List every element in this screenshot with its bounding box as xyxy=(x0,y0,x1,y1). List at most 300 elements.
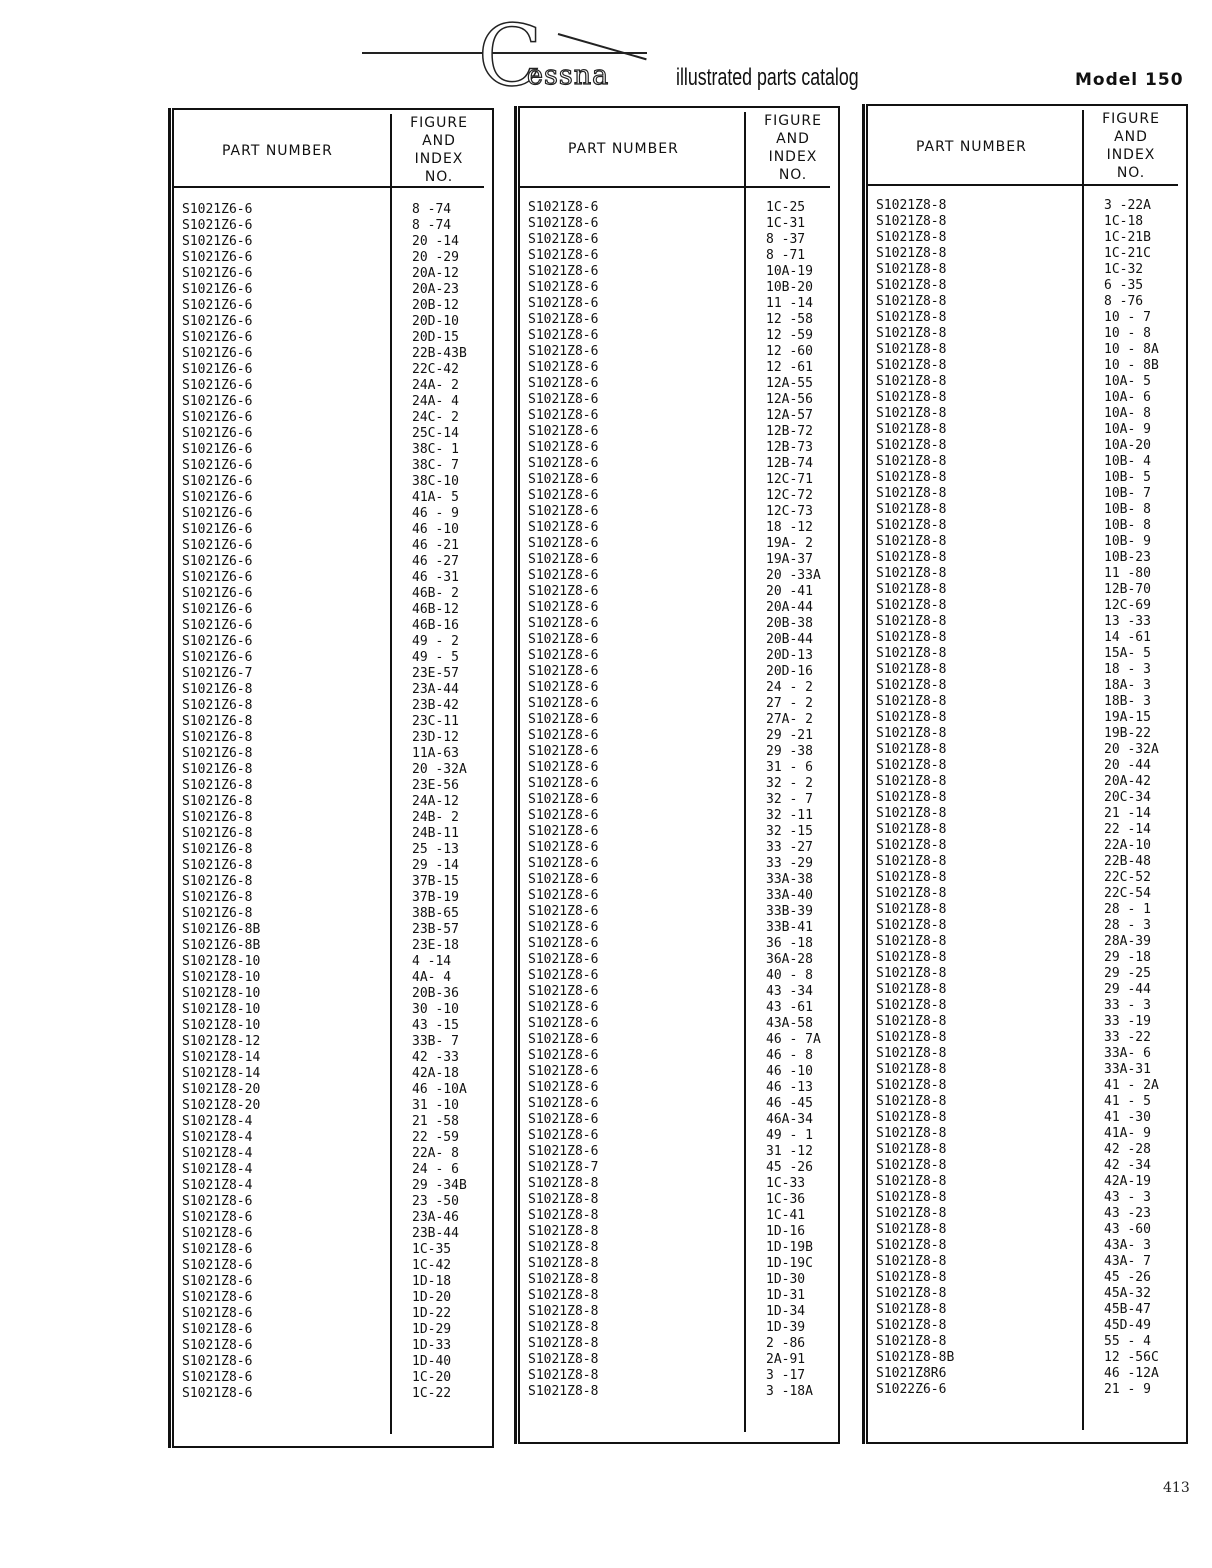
figure-index-cell: 1C-21B xyxy=(1104,230,1151,245)
part-number-cell: S1021Z8-6 xyxy=(528,728,599,743)
figure-index-cell: 20B-36 xyxy=(412,986,459,1001)
table-row xyxy=(876,438,1176,454)
figure-index-cell: 43 -23 xyxy=(1104,1206,1151,1221)
part-number-cell: S1021Z6-6 xyxy=(182,234,253,249)
part-number-cell: S1021Z8-8 xyxy=(876,278,947,293)
table-row xyxy=(528,728,828,744)
table-row xyxy=(876,790,1176,806)
table-row xyxy=(876,662,1176,678)
part-number-cell: S1021Z8-8 xyxy=(876,486,947,501)
figure-index-cell: 22 -59 xyxy=(412,1130,459,1145)
figure-index-cell: 10B- 7 xyxy=(1104,486,1151,501)
figure-index-cell: 32 -15 xyxy=(766,824,813,839)
figure-index-cell: 21 - 9 xyxy=(1104,1382,1151,1397)
figure-index-cell: 1C-33 xyxy=(766,1176,806,1191)
part-number-cell: S1021Z8-6 xyxy=(182,1226,253,1241)
page-header xyxy=(0,0,1212,105)
figure-index-cell: 10B- 8 xyxy=(1104,502,1151,517)
table-row xyxy=(182,346,482,362)
figure-index-cell: 1D-18 xyxy=(412,1274,452,1289)
table-row xyxy=(876,1206,1176,1222)
table-row xyxy=(528,968,828,984)
figure-index-cell: 10A-19 xyxy=(766,264,813,279)
figure-index-cell: 12C-73 xyxy=(766,504,813,519)
figure-index-cell: 24A- 4 xyxy=(412,394,459,409)
figure-index-cell: 46 -10 xyxy=(412,522,459,537)
figure-index-cell: 20D-13 xyxy=(766,648,813,663)
figure-index-cell: 23B-44 xyxy=(412,1226,459,1241)
table-row xyxy=(876,534,1176,550)
part-number-cell: S1021Z8-6 xyxy=(528,872,599,887)
table-row xyxy=(876,582,1176,598)
table-row xyxy=(876,998,1176,1014)
table-row xyxy=(528,1288,828,1304)
figure-index-cell: 20 -32A xyxy=(412,762,467,777)
figure-index-cell: 46 -21 xyxy=(412,538,459,553)
table-row xyxy=(876,1014,1176,1030)
part-number-cell: S1021Z8-8 xyxy=(876,1254,947,1269)
figure-index-cell: 8 -37 xyxy=(766,232,806,247)
part-number-cell: S1021Z8-6 xyxy=(528,776,599,791)
figure-index-cell: 10B- 5 xyxy=(1104,470,1151,485)
figure-index-cell: 1D-33 xyxy=(412,1338,452,1353)
figure-index-cell: 1C-32 xyxy=(1104,262,1144,277)
part-number-cell: S1021Z8-8 xyxy=(876,566,947,581)
figure-index-cell: 20B-38 xyxy=(766,616,813,631)
figure-index-cell: 28 - 3 xyxy=(1104,918,1151,933)
table-row xyxy=(182,570,482,586)
figure-index-cell: 23C-11 xyxy=(412,714,459,729)
part-number-cell: S1021Z8-6 xyxy=(528,408,599,423)
table-row xyxy=(182,394,482,410)
table-row xyxy=(528,1000,828,1016)
table-row xyxy=(876,918,1176,934)
figure-index-cell: 1C-42 xyxy=(412,1258,452,1273)
table-row xyxy=(876,678,1176,694)
figure-index-cell: 45A-32 xyxy=(1104,1286,1151,1301)
table-row xyxy=(182,378,482,394)
logo-initial: C xyxy=(478,7,543,105)
table-row xyxy=(182,1370,482,1386)
figure-index-header xyxy=(746,112,840,184)
figure-index-cell: 45B-47 xyxy=(1104,1302,1151,1317)
table-row xyxy=(528,280,828,296)
part-number-cell: S1021Z6-8 xyxy=(182,858,253,873)
part-number-cell: S1021Z8-6 xyxy=(528,792,599,807)
table-row xyxy=(876,214,1176,230)
table-row xyxy=(182,810,482,826)
figure-index-cell: 43A- 3 xyxy=(1104,1238,1151,1253)
figure-index-cell: 3 -17 xyxy=(766,1368,806,1383)
table-row xyxy=(528,1208,828,1224)
table-row xyxy=(528,1112,828,1128)
figure-index-cell: 12 -58 xyxy=(766,312,813,327)
part-number-cell: S1021Z8-6 xyxy=(528,696,599,711)
table-row xyxy=(182,922,482,938)
part-number-cell: S1021Z8-6 xyxy=(528,440,599,455)
figure-index-cell: 38B-65 xyxy=(412,906,459,921)
part-number-cell: S1021Z8-8 xyxy=(876,934,947,949)
part-number-cell: S1021Z8-6 xyxy=(528,744,599,759)
figure-index-cell: 33A-38 xyxy=(766,872,813,887)
part-number-cell: S1021Z8-6 xyxy=(528,264,599,279)
table-row xyxy=(876,742,1176,758)
figure-index-cell: 22A- 8 xyxy=(412,1146,459,1161)
table-row xyxy=(528,1160,828,1176)
figure-index-cell: 43 -15 xyxy=(412,1018,459,1033)
table-row xyxy=(182,442,482,458)
figure-index-cell: 20 -32A xyxy=(1104,742,1159,757)
figure-index-cell: 41A- 9 xyxy=(1104,1126,1151,1141)
model-label: Model 150 xyxy=(1075,70,1184,90)
page-number: 413 xyxy=(1163,1480,1190,1496)
figure-index-cell: 29 -34B xyxy=(412,1178,467,1193)
table-row xyxy=(528,1080,828,1096)
part-number-cell: S1021Z8-6 xyxy=(528,952,599,967)
table-row xyxy=(182,682,482,698)
part-number-cell: S1021Z8-6 xyxy=(182,1386,253,1401)
table-row xyxy=(182,1146,482,1162)
table-row xyxy=(876,518,1176,534)
part-number-cell: S1021Z6-6 xyxy=(182,378,253,393)
table-row xyxy=(876,854,1176,870)
table-row xyxy=(528,216,828,232)
table-row xyxy=(528,632,828,648)
part-number-cell: S1021Z8-8 xyxy=(876,390,947,405)
part-number-cell: S1021Z8-8 xyxy=(876,758,947,773)
table-row xyxy=(876,294,1176,310)
table-row xyxy=(876,550,1176,566)
figure-index-cell: 1D-19C xyxy=(766,1256,813,1271)
header-rule xyxy=(868,184,1178,186)
figure-index-cell: 20 -29 xyxy=(412,250,459,265)
part-number-cell: S1021Z6-8 xyxy=(182,762,253,777)
part-number-cell: S1021Z6-8 xyxy=(182,730,253,745)
table-row xyxy=(876,1366,1176,1382)
part-number-cell: S1021Z8-6 xyxy=(528,1096,599,1111)
figure-index-cell: 28 - 1 xyxy=(1104,902,1151,917)
figure-index-cell: 22B-43B xyxy=(412,346,467,361)
figure-index-cell: 1C-18 xyxy=(1104,214,1144,229)
table-row xyxy=(528,584,828,600)
figure-index-cell: 22C-52 xyxy=(1104,870,1151,885)
part-number-cell: S1021Z8-8 xyxy=(876,614,947,629)
part-number-cell: S1021Z6-6 xyxy=(182,426,253,441)
figure-index-cell: 29 -21 xyxy=(766,728,813,743)
figure-index-cell: 23A-46 xyxy=(412,1210,459,1225)
part-number-cell: S1021Z6-8 xyxy=(182,810,253,825)
figure-index-cell: 23B-42 xyxy=(412,698,459,713)
figure-index-cell: 33A-31 xyxy=(1104,1062,1151,1077)
figure-index-cell: 33A-40 xyxy=(766,888,813,903)
figure-index-cell: 12B-74 xyxy=(766,456,813,471)
table-row xyxy=(876,358,1176,374)
part-number-cell: S1021Z8-8 xyxy=(876,198,947,213)
table-row xyxy=(182,490,482,506)
table-row xyxy=(182,554,482,570)
table-row xyxy=(182,698,482,714)
figure-index-cell: 1D-22 xyxy=(412,1306,452,1321)
figure-index-cell: 1D-16 xyxy=(766,1224,806,1239)
figure-index-cell: 46 - 7A xyxy=(766,1032,821,1047)
part-number-cell: S1021Z8-6 xyxy=(528,312,599,327)
figure-index-cell: 23B-57 xyxy=(412,922,459,937)
part-number-cell: S1021Z8-6 xyxy=(528,648,599,663)
part-number-cell: S1021Z6-6 xyxy=(182,394,253,409)
part-number-cell: S1021Z8-8 xyxy=(876,1094,947,1109)
figure-index-cell: 19A-37 xyxy=(766,552,813,567)
part-number-cell: S1021Z8-6 xyxy=(528,328,599,343)
figure-index-cell: 20D-16 xyxy=(766,664,813,679)
part-number-cell: S1021Z8-6 xyxy=(528,584,599,599)
part-number-cell: S1021Z6-6 xyxy=(182,330,253,345)
part-number-cell: S1021Z8-10 xyxy=(182,970,261,985)
table-row xyxy=(528,600,828,616)
table-row xyxy=(528,328,828,344)
part-number-cell: S1021Z8-8 xyxy=(876,742,947,757)
part-number-cell: S1021Z6-6 xyxy=(182,458,253,473)
part-number-cell: S1021Z8-8 xyxy=(876,1142,947,1157)
figure-index-cell: 33 -27 xyxy=(766,840,813,855)
figure-index-cell: 24C- 2 xyxy=(412,410,459,425)
table-row xyxy=(876,774,1176,790)
part-number-header: PART NUMBER xyxy=(568,141,679,157)
part-number-cell: S1021Z6-8 xyxy=(182,746,253,761)
figure-index-cell: 41 - 2A xyxy=(1104,1078,1159,1093)
table-row xyxy=(182,858,482,874)
table-row xyxy=(528,1016,828,1032)
table-row xyxy=(876,1126,1176,1142)
figure-index-header xyxy=(392,114,486,186)
part-number-cell: S1021Z8-6 xyxy=(528,840,599,855)
figure-index-cell: 49 - 5 xyxy=(412,650,459,665)
figure-index-cell: 1C-35 xyxy=(412,1242,452,1257)
part-number-cell: S1021Z6-6 xyxy=(182,506,253,521)
table-row xyxy=(182,1178,482,1194)
part-number-cell: S1021Z8-8 xyxy=(876,1238,947,1253)
table-row xyxy=(876,342,1176,358)
table-row xyxy=(876,806,1176,822)
table-row xyxy=(528,1320,828,1336)
figure-index-cell: 20B-44 xyxy=(766,632,813,647)
figure-index-cell: 1D-19B xyxy=(766,1240,813,1255)
figure-index-cell: 42A-18 xyxy=(412,1066,459,1081)
figure-index-cell: 30 -10 xyxy=(412,1002,459,1017)
part-number-cell: S1021Z8-4 xyxy=(182,1162,253,1177)
table-row xyxy=(528,392,828,408)
figure-index-cell: 46 -45 xyxy=(766,1096,813,1111)
figure-index-cell: 12 -56C xyxy=(1104,1350,1159,1365)
figure-index-cell: 12C-71 xyxy=(766,472,813,487)
part-number-cell: S1021Z6-8 xyxy=(182,778,253,793)
part-number-cell: S1021Z8-8 xyxy=(876,374,947,389)
part-number-cell: S1021Z8-8 xyxy=(876,662,947,677)
table-row xyxy=(182,762,482,778)
part-number-cell: S1021Z8-8 xyxy=(528,1320,599,1335)
table-row xyxy=(182,986,482,1002)
table-row xyxy=(528,200,828,216)
figure-index-cell: 33B-39 xyxy=(766,904,813,919)
table-row xyxy=(182,1274,482,1290)
table-row xyxy=(528,936,828,952)
table-row xyxy=(528,264,828,280)
table-row xyxy=(182,282,482,298)
table-row xyxy=(182,1034,482,1050)
figure-index-cell: 20D-10 xyxy=(412,314,459,329)
figure-index-cell: 12A-57 xyxy=(766,408,813,423)
part-number-cell: S1021Z8-8 xyxy=(876,1078,947,1093)
figure-header-line: FIGURE xyxy=(764,113,822,129)
part-number-cell: S1021Z6-6 xyxy=(182,298,253,313)
part-number-cell: S1021Z8-8 xyxy=(528,1368,599,1383)
logo-swoosh xyxy=(558,33,647,60)
part-number-cell: S1021Z8-6 xyxy=(528,1048,599,1063)
part-number-cell: S1021Z6-6 xyxy=(182,218,253,233)
part-number-cell: S1021Z8-14 xyxy=(182,1066,261,1081)
part-number-cell: S1021Z6-8 xyxy=(182,874,253,889)
part-number-cell: S1021Z8-6 xyxy=(528,424,599,439)
part-number-cell: S1021Z8-8 xyxy=(876,678,947,693)
part-number-cell: S1021Z8-8 xyxy=(876,982,947,997)
table-row xyxy=(876,726,1176,742)
part-number-cell: S1021Z8-8 xyxy=(876,1174,947,1189)
part-number-cell: S1021Z8-8 xyxy=(528,1304,599,1319)
part-number-cell: S1021Z8-20 xyxy=(182,1098,261,1113)
figure-index-cell: 37B-19 xyxy=(412,890,459,905)
part-number-cell: S1021Z8-6 xyxy=(528,216,599,231)
part-number-cell: S1021Z8-10 xyxy=(182,1018,261,1033)
part-number-cell: S1021Z6-8 xyxy=(182,794,253,809)
figure-index-cell: 20B-12 xyxy=(412,298,459,313)
part-number-cell: S1021Z6-8 xyxy=(182,826,253,841)
table-row xyxy=(528,248,828,264)
figure-index-cell: 11A-63 xyxy=(412,746,459,761)
part-number-cell: S1021Z8-8 xyxy=(876,822,947,837)
figure-index-cell: 33B- 7 xyxy=(412,1034,459,1049)
table-row xyxy=(528,1128,828,1144)
table-row xyxy=(876,422,1176,438)
table-row xyxy=(182,826,482,842)
table-row xyxy=(182,218,482,234)
figure-index-cell: 24 - 6 xyxy=(412,1162,459,1177)
table-row xyxy=(876,1334,1176,1350)
part-number-header: PART NUMBER xyxy=(222,143,333,159)
figure-index-cell: 43 -61 xyxy=(766,1000,813,1015)
figure-index-cell: 18B- 3 xyxy=(1104,694,1151,709)
figure-index-cell: 2A-91 xyxy=(766,1352,806,1367)
part-number-cell: S1021Z8-8 xyxy=(876,1206,947,1221)
part-number-cell: S1021Z8-8 xyxy=(876,870,947,885)
table-row xyxy=(876,1318,1176,1334)
part-number-cell: S1021Z8-8 xyxy=(876,902,947,917)
part-number-cell: S1021Z8-6 xyxy=(528,536,599,551)
part-number-cell: S1021Z8-6 xyxy=(528,1144,599,1159)
figure-index-cell: 18 -12 xyxy=(766,520,813,535)
table-row xyxy=(182,474,482,490)
figure-index-cell: 4 -14 xyxy=(412,954,452,969)
part-number-cell: S1021Z8-6 xyxy=(528,664,599,679)
part-number-cell: S1021Z8-4 xyxy=(182,1146,253,1161)
table-row xyxy=(876,982,1176,998)
figure-index-cell: 12C-69 xyxy=(1104,598,1151,613)
figure-index-cell: 19A- 2 xyxy=(766,536,813,551)
part-number-cell: S1021Z8-7 xyxy=(528,1160,599,1175)
figure-index-cell: 23 -50 xyxy=(412,1194,459,1209)
figure-index-cell: 23A-44 xyxy=(412,682,459,697)
table-row xyxy=(182,970,482,986)
figure-index-cell: 42 -28 xyxy=(1104,1142,1151,1157)
figure-index-cell: 20A-44 xyxy=(766,600,813,615)
part-number-cell: S1021Z8-6 xyxy=(182,1354,253,1369)
table-row xyxy=(182,538,482,554)
table-row xyxy=(528,520,828,536)
table-row xyxy=(528,1304,828,1320)
table-row xyxy=(528,1144,828,1160)
table-row xyxy=(528,232,828,248)
part-number-cell: S1021Z6-8 xyxy=(182,842,253,857)
part-number-cell: S1021Z8-8 xyxy=(876,1126,947,1141)
figure-index-cell: 55 - 4 xyxy=(1104,1334,1151,1349)
part-number-cell: S1021Z8-8 xyxy=(876,534,947,549)
figure-index-cell: 1C-36 xyxy=(766,1192,806,1207)
figure-index-cell: 3 -22A xyxy=(1104,198,1151,213)
figure-header-line: INDEX xyxy=(1106,147,1156,163)
figure-index-cell: 46 -12A xyxy=(1104,1366,1159,1381)
part-number-cell: S1021Z8-6 xyxy=(528,600,599,615)
table-row xyxy=(876,950,1176,966)
table-row xyxy=(528,360,828,376)
part-number-cell: S1021Z8-4 xyxy=(182,1130,253,1145)
part-number-cell: S1021Z8R6 xyxy=(876,1366,947,1381)
part-number-cell: S1021Z6-6 xyxy=(182,634,253,649)
figure-index-cell: 8 -74 xyxy=(412,202,452,217)
figure-index-cell: 10 - 7 xyxy=(1104,310,1151,325)
figure-index-cell: 22 -14 xyxy=(1104,822,1151,837)
part-number-cell: S1022Z6-6 xyxy=(876,1382,947,1397)
figure-index-cell: 22B-48 xyxy=(1104,854,1151,869)
table-row xyxy=(876,454,1176,470)
figure-index-cell: 1D-39 xyxy=(766,1320,806,1335)
table-row xyxy=(182,362,482,378)
figure-index-cell: 12 -61 xyxy=(766,360,813,375)
table-row xyxy=(876,1174,1176,1190)
table-row xyxy=(182,1114,482,1130)
part-number-cell: S1021Z8-10 xyxy=(182,1002,261,1017)
table-row xyxy=(528,296,828,312)
part-number-cell: S1021Z8-8 xyxy=(876,262,947,277)
figure-index-cell: 10B- 9 xyxy=(1104,534,1151,549)
part-number-cell: S1021Z8-8 xyxy=(876,598,947,613)
table-row xyxy=(182,1098,482,1114)
figure-index-cell: 49 - 1 xyxy=(766,1128,813,1143)
part-number-cell: S1021Z8-6 xyxy=(528,1128,599,1143)
table-row xyxy=(876,870,1176,886)
figure-index-cell: 33B-41 xyxy=(766,920,813,935)
table-row xyxy=(528,1048,828,1064)
part-number-cell: S1021Z6-6 xyxy=(182,266,253,281)
part-number-cell: S1021Z8-6 xyxy=(528,1016,599,1031)
table-row xyxy=(182,874,482,890)
table-row xyxy=(528,408,828,424)
figure-index-cell: 46B- 2 xyxy=(412,586,459,601)
table-row xyxy=(182,730,482,746)
table-row xyxy=(182,1386,482,1402)
table-row xyxy=(182,266,482,282)
table-row xyxy=(876,262,1176,278)
figure-index-cell: 10B-23 xyxy=(1104,550,1151,565)
figure-index-cell: 12C-72 xyxy=(766,488,813,503)
table-row xyxy=(182,458,482,474)
